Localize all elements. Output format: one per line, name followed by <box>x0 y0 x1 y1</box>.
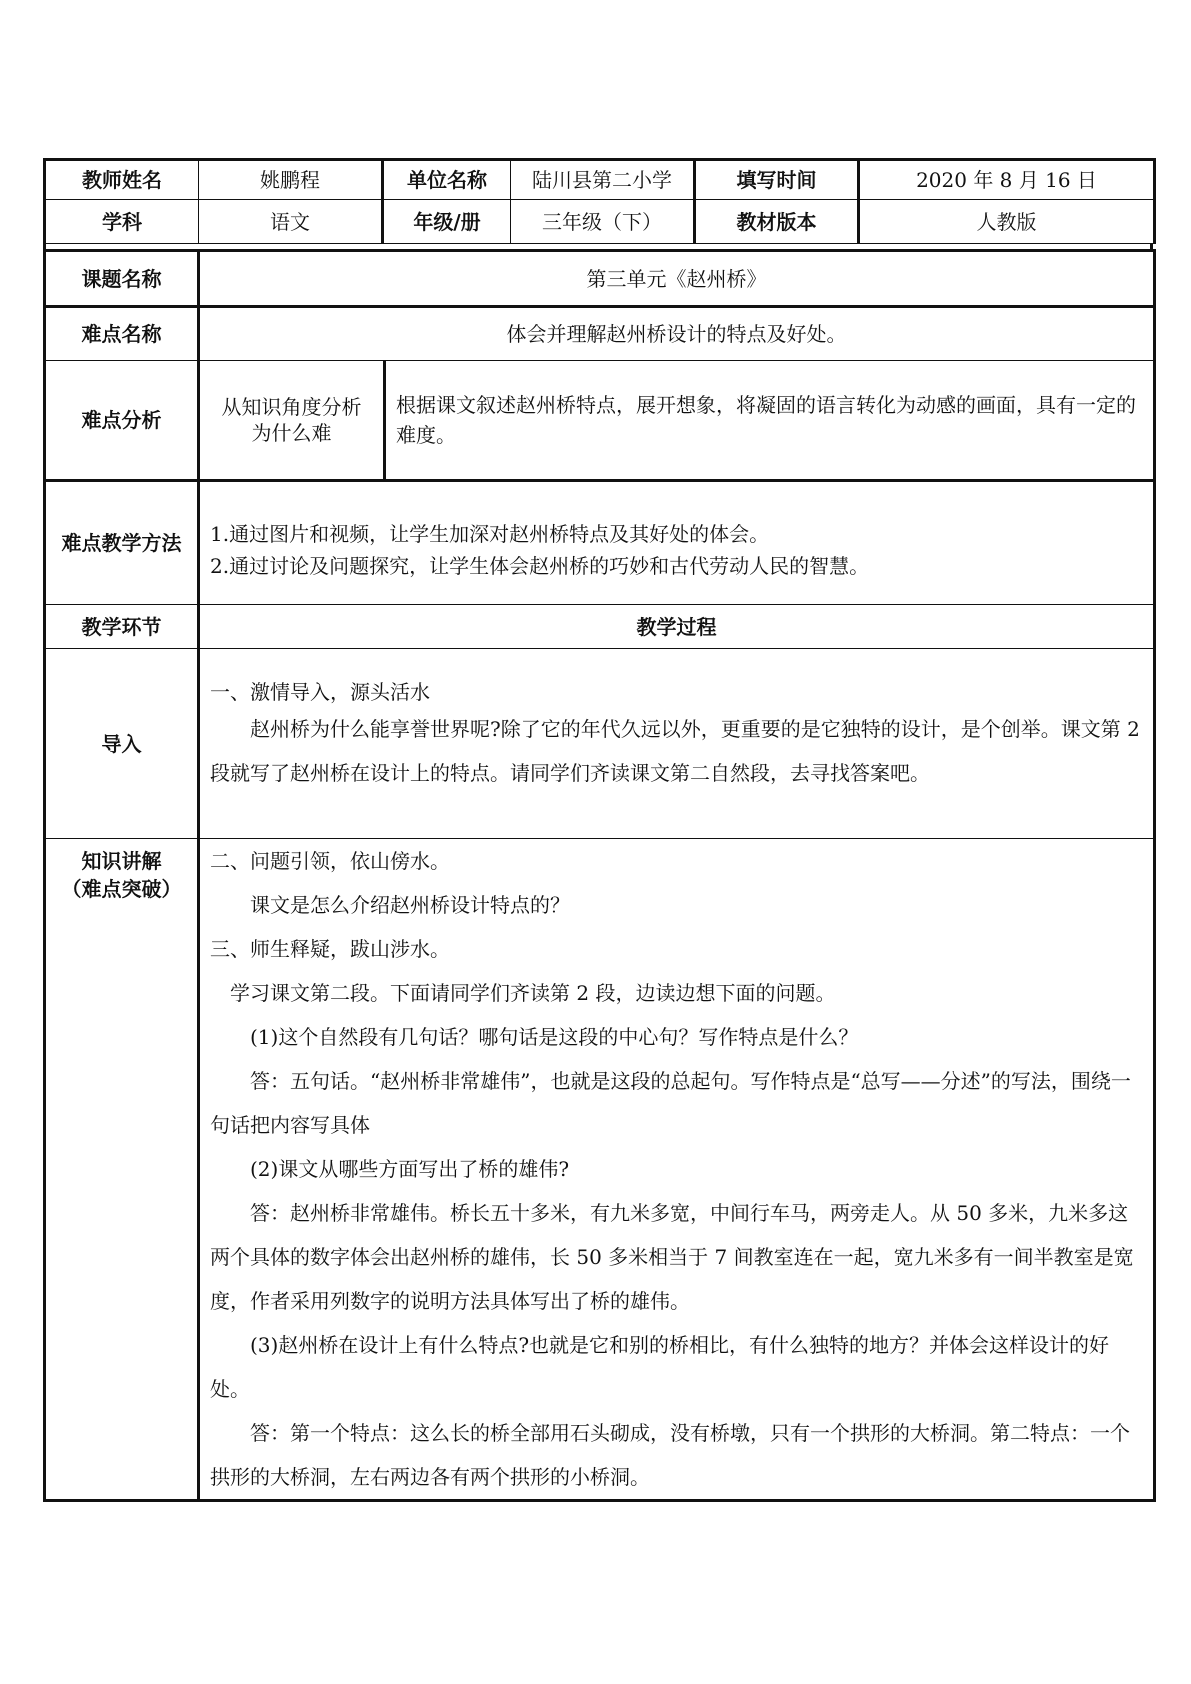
knowledge-line: 二、问题引领，依山傍水。 <box>210 849 450 873</box>
grade-label: 年级/册 <box>383 200 511 244</box>
topic-label: 课题名称 <box>45 251 199 307</box>
difficulty-label: 难点名称 <box>45 307 199 361</box>
edition-value: 人教版 <box>859 200 1155 244</box>
subject-label: 学科 <box>45 200 199 244</box>
header-table <box>43 158 1156 244</box>
difficulty-value: 体会并理解赵州桥设计的特点及好处。 <box>199 307 1155 361</box>
intro-paragraph: 赵州桥为什么能享誉世界呢?除了它的年代久远以外，更重要的是它独特的设计，是个创举。课文第 2 段就写了赵州桥在设计上的特点。请同学们齐读课文第二自然段，去寻找答案吧。 <box>210 717 1140 785</box>
knowledge-line: (2)课文从哪些方面写出了桥的雄伟? <box>250 1157 570 1181</box>
date-label: 填写时间 <box>695 160 859 200</box>
analysis-label: 难点分析 <box>45 361 199 481</box>
stage-label: 教学环节 <box>45 605 199 649</box>
knowledge-line: 课文是怎么介绍赵州桥设计特点的？ <box>250 893 570 917</box>
edition-label: 教材版本 <box>695 200 859 244</box>
knowledge-cell <box>199 839 1155 1501</box>
method-line: 1.通过图片和视频，让学生加深对赵州桥特点及其好处的体会。 <box>210 522 770 546</box>
knowledge-line: (1)这个自然段有几句话？哪句话是这段的中心句？写作特点是什么？ <box>250 1025 859 1049</box>
knowledge-label <box>45 839 199 1501</box>
method-label: 难点教学方法 <box>45 481 199 605</box>
knowledge-label-main: 知识讲解 <box>81 849 162 873</box>
knowledge-line: 答：第一个特点：这么长的桥全部用石头砌成，没有桥墩，只有一个拱形的大桥洞。第二特点：一个拱形的大桥洞，左右两边各有两个拱形的小桥洞。 <box>210 1421 1130 1489</box>
analysis-value: 根据课文叙述赵州桥特点，展开想象，将凝固的语言转化为动感的画面，具有一定的难度。 <box>385 361 1155 481</box>
intro-cell <box>199 649 1155 839</box>
process-label: 教学过程 <box>199 605 1155 649</box>
grade-value: 三年级（下） <box>511 200 695 244</box>
date-value: 2020 年 8 月 16 日 <box>859 160 1155 200</box>
topic-value: 第三单元《赵州桥》 <box>199 251 1155 307</box>
knowledge-label-sub: （难点突破） <box>61 877 182 901</box>
intro-label: 导入 <box>45 649 199 839</box>
knowledge-line: 答：五句话。“赵州桥非常雄伟”，也就是这段的总起句。写作特点是“总写——分述”的写法，围绕一句话把内容写具体 <box>210 1069 1131 1137</box>
knowledge-line: 答：赵州桥非常雄伟。桥长五十多米，有九米多宽，中间行车马，两旁走人。从 50 多米，九米多这两个具体的数字体会出赵州桥的雄伟，长 50 多米相当于 7 间教室连在一起，宽九米多有一间半教室是宽度，作者采用列数字的说明方法具体写出了桥的雄伟。 <box>210 1201 1134 1313</box>
analysis-sub: 从知识角度分析为什么难 <box>199 361 385 481</box>
lesson-plan-table <box>43 158 1153 1502</box>
method-cell <box>199 481 1155 605</box>
knowledge-line: 三、师生释疑，跋山涉水。 <box>210 937 450 961</box>
unit-value: 陆川县第二小学 <box>511 160 695 200</box>
teacher-value: 姚鹏程 <box>199 160 383 200</box>
intro-heading: 一、激情导入，源头活水 <box>210 680 430 704</box>
teacher-label: 教师姓名 <box>45 160 199 200</box>
method-line: 2.通过讨论及问题探究，让学生体会赵州桥的巧妙和古代劳动人民的智慧。 <box>210 554 870 578</box>
unit-label: 单位名称 <box>383 160 511 200</box>
subject-value: 语文 <box>199 200 383 244</box>
lesson-table <box>43 249 1156 1502</box>
knowledge-line: 学习课文第二段。下面请同学们齐读第 2 段，边读边想下面的问题。 <box>230 981 836 1005</box>
knowledge-line: (3)赵州桥在设计上有什么特点?也就是它和别的桥相比，有什么独特的地方？并体会这样设计的好处。 <box>210 1333 1110 1401</box>
